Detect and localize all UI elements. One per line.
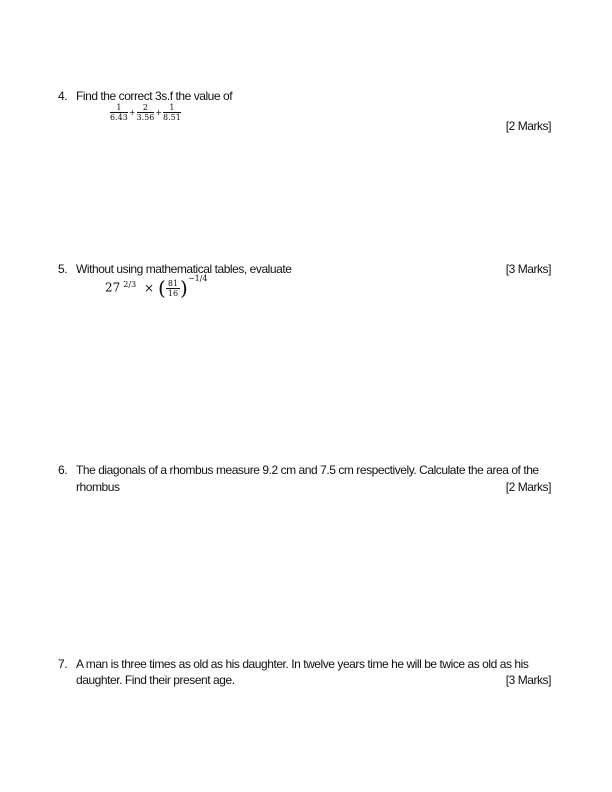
numerator: 81 xyxy=(167,278,179,288)
question-6-text: The diagonals of a rhombus measure 9.2 cm and 7.5 cm respectively. Calculate the area of the xyxy=(76,463,539,477)
exponent: −1/4 xyxy=(187,273,208,283)
fraction xyxy=(110,103,128,122)
numerator: 1 xyxy=(110,103,128,113)
numerator: 1 xyxy=(163,103,181,113)
times-operator: × xyxy=(143,280,155,295)
exponent: 2/3 xyxy=(123,279,137,289)
question-6-number: 6. xyxy=(58,463,68,477)
base: 27 xyxy=(105,280,121,295)
question-4-number: 4. xyxy=(58,89,68,103)
denominator: 3.56 xyxy=(136,113,155,122)
plus-operator: + xyxy=(155,108,163,117)
fraction xyxy=(163,103,181,122)
question-4-marks: [2 Marks] xyxy=(505,119,551,133)
denominator: 8.51 xyxy=(163,113,181,122)
question-6-text-line2: rhombus xyxy=(76,480,120,494)
question-7-text: A man is three times as old as his daughter. In twelve years time he will be twice as old as his xyxy=(76,657,529,671)
plus-operator: + xyxy=(128,108,136,117)
question-5-number: 5. xyxy=(58,262,68,276)
numerator: 2 xyxy=(137,103,155,113)
question-5-expression: 27 $^{2/3}$ × ( $\frac{81}{16}$ )$^{-1/4}$ xyxy=(105,273,208,300)
question-7-number: 7. xyxy=(58,657,68,671)
fraction xyxy=(166,279,180,298)
question-7-marks: [3 Marks] xyxy=(505,673,551,687)
question-7-text-line2: daughter. Find their present age. xyxy=(76,673,235,687)
denominator: 16 xyxy=(167,288,179,298)
question-4-expression xyxy=(110,102,181,122)
denominator: 6.43 xyxy=(110,113,128,122)
question-6-marks: [2 Marks] xyxy=(505,480,551,494)
question-5-text: Without using mathematical tables, evaluate xyxy=(76,262,292,276)
question-5-marks: [3 Marks] xyxy=(505,262,551,276)
fraction xyxy=(137,103,155,122)
question-4-text: Find the correct 3s.f the value of xyxy=(76,89,233,103)
